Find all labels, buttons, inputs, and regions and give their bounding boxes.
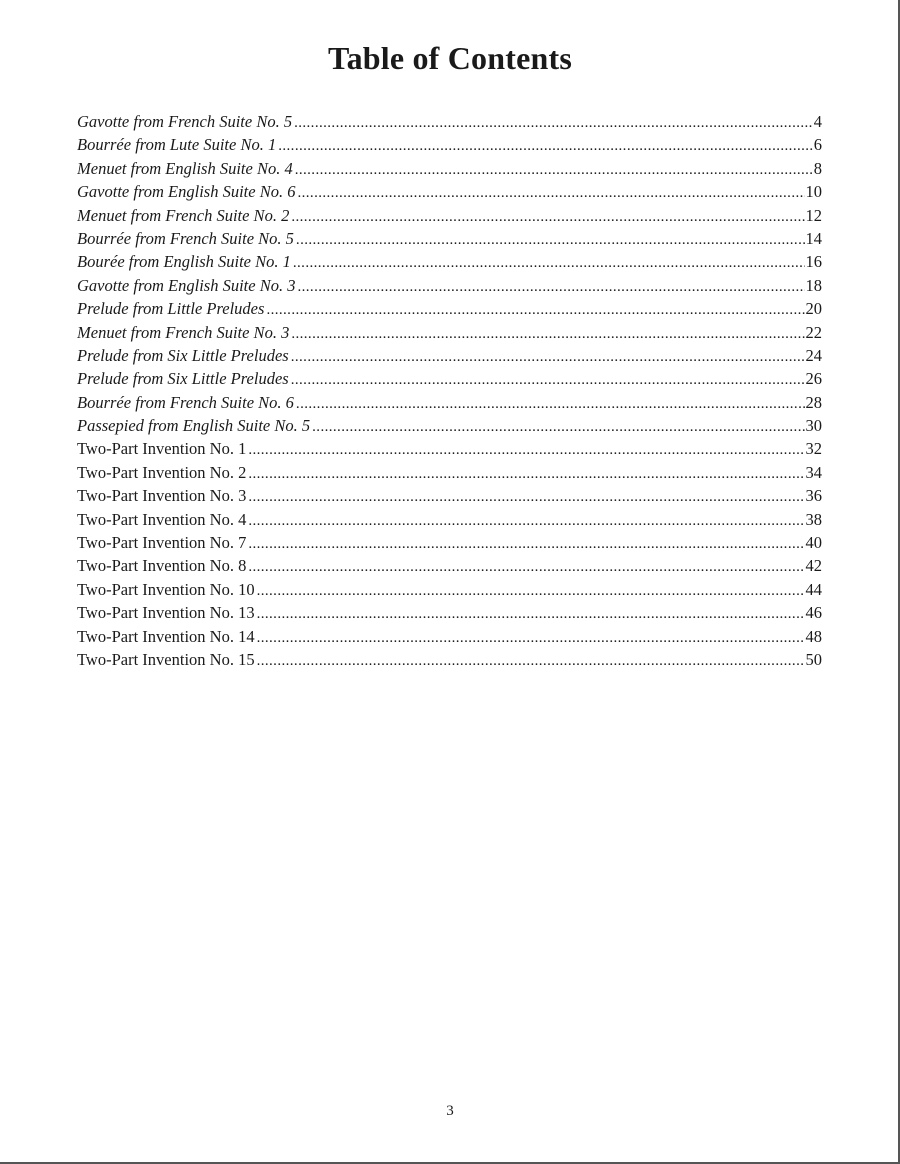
toc-dot-leader [257,627,805,648]
toc-entry-title: Two-Part Invention No. 2 [77,462,247,482]
toc-entry-page: 44 [805,579,822,599]
toc-entry-page: 46 [805,603,822,623]
toc-dot-leader [248,533,804,554]
toc-entry-title: Two-Part Invention No. 14 [77,626,255,646]
toc-dot-leader [291,206,804,227]
toc-entry-page: 36 [805,486,822,506]
toc-entry[interactable] [77,344,822,367]
toc-entry[interactable] [77,227,822,250]
toc-entry-title: Gavotte from English Suite No. 3 [77,275,296,295]
toc-entry-page: 42 [805,556,822,576]
toc-dot-leader [297,276,804,297]
toc-dot-leader [248,463,804,484]
toc-dot-leader [296,393,805,414]
toc-entry[interactable] [77,250,822,273]
toc-entry-page: 16 [805,252,822,272]
toc-entry[interactable] [77,133,822,156]
toc-entry[interactable] [77,180,822,203]
toc-dot-leader [291,346,805,367]
toc-entry-page: 38 [805,509,822,529]
toc-entry-title: Menuet from French Suite No. 2 [77,205,290,225]
toc-entry[interactable] [77,204,822,227]
toc-dot-leader [266,299,804,320]
toc-entry-title: Two-Part Invention No. 13 [77,603,255,623]
toc-entry[interactable] [77,110,822,133]
toc-dot-leader [278,135,813,156]
toc-entry-page: 32 [805,439,822,459]
toc-entry[interactable] [77,554,822,577]
toc-dot-leader [248,439,804,460]
toc-entry[interactable] [77,601,822,624]
toc-dot-leader [296,229,805,250]
toc-entry-page: 26 [805,369,822,389]
toc-entry-page: 28 [805,392,822,412]
toc-entry-page: 30 [805,416,822,436]
toc-dot-leader [312,416,804,437]
toc-entry-title: Gavotte from English Suite No. 6 [77,182,296,202]
toc-entry-title: Bourrée from French Suite No. 5 [77,228,294,248]
toc-entry-title: Bourrée from Lute Suite No. 1 [77,135,277,155]
toc-entry-page: 40 [805,533,822,553]
toc-entry[interactable] [77,321,822,344]
toc-entry-page: 18 [805,275,822,295]
toc-entry-page: 12 [805,205,822,225]
toc-entry-title: Two-Part Invention No. 7 [77,533,247,553]
toc-entry[interactable] [77,437,822,460]
toc-entry-page: 48 [805,626,822,646]
toc-entry-page: 34 [805,462,822,482]
toc-entry[interactable] [77,157,822,180]
toc-dot-leader [295,159,813,180]
toc-entry-page: 10 [805,182,822,202]
toc-entry-title: Passepied from English Suite No. 5 [77,416,311,436]
toc-entry-page: 4 [813,112,822,131]
toc-entry-title: Prelude from Six Little Preludes [77,369,289,389]
page-title: Table of Contents [327,40,573,76]
toc-entry[interactable] [77,297,822,320]
toc-dot-leader [257,603,805,624]
toc-entry-title: Bourrée from French Suite No. 6 [77,392,294,412]
toc-entry-page: 50 [805,649,822,669]
toc-entry-title: Prelude from Six Little Preludes [77,345,289,365]
toc-entry-title: Two-Part Invention No. 8 [77,556,247,576]
toc-entry-page: 8 [813,158,822,178]
toc-dot-leader [257,650,805,671]
toc-entry-title: Two-Part Invention No. 15 [77,649,255,669]
toc-entry[interactable] [77,648,822,671]
toc-entry-title: Menuet from English Suite No. 4 [77,158,293,178]
toc-entry-page: 14 [805,228,822,248]
toc-dot-leader [257,580,805,601]
toc-entry-title: Menuet from French Suite No. 3 [77,322,290,342]
toc-entry-title: Two-Part Invention No. 10 [77,579,255,599]
toc-dot-leader [294,112,813,133]
toc-entry-title: Two-Part Invention No. 1 [77,439,247,459]
toc-dot-leader [248,556,804,577]
toc-entry[interactable] [77,274,822,297]
page-number: 3 [446,1103,454,1119]
toc-entry[interactable] [77,484,822,507]
toc-dot-leader [297,182,804,203]
table-of-contents [77,110,822,671]
toc-entry[interactable] [77,367,822,390]
toc-entry-page: 6 [813,135,822,155]
toc-entry-page: 22 [805,322,822,342]
toc-entry[interactable] [77,391,822,414]
toc-entry-title: Two-Part Invention No. 3 [77,486,247,506]
toc-dot-leader [248,510,804,531]
toc-dot-leader [291,369,805,390]
toc-entry[interactable] [77,461,822,484]
toc-dot-leader [248,486,804,507]
toc-entry[interactable] [77,508,822,531]
toc-entry[interactable] [77,625,822,648]
toc-entry[interactable] [77,531,822,554]
toc-entry-title: Prelude from Little Preludes [77,299,265,319]
toc-dot-leader [291,323,804,344]
toc-entry[interactable] [77,578,822,601]
toc-dot-leader [293,252,805,273]
toc-entry-title: Bourée from English Suite No. 1 [77,252,291,272]
toc-entry-page: 24 [805,345,822,365]
toc-entry-title: Two-Part Invention No. 4 [77,509,247,529]
toc-entry-title: Gavotte from French Suite No. 5 [77,112,293,131]
toc-entry[interactable] [77,414,822,437]
toc-entry-page: 20 [805,299,822,319]
